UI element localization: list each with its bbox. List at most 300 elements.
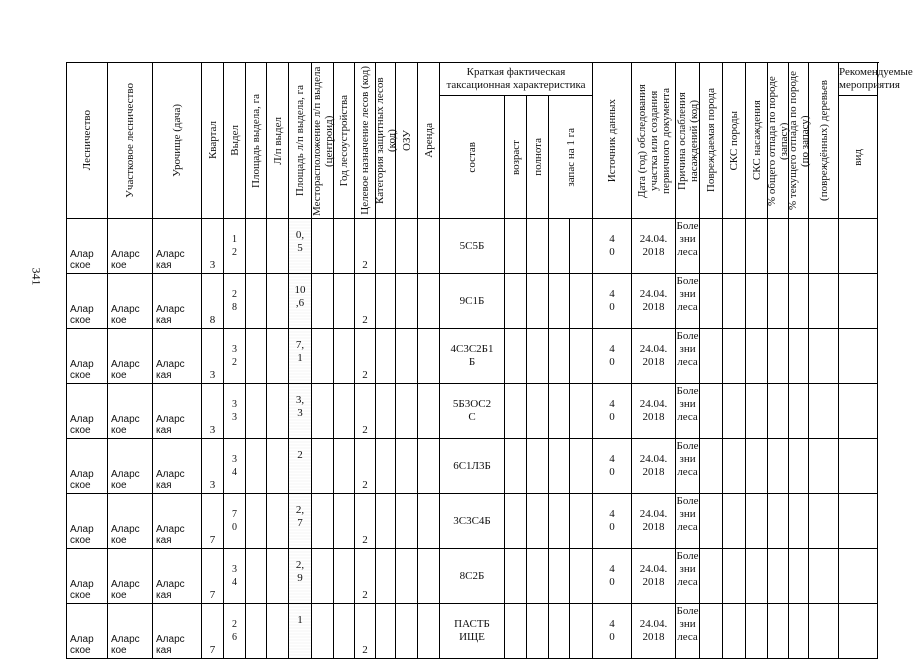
- header-obshchego-otpada: % общего отпада по породе (запасу): [768, 63, 789, 219]
- cell-arenda: [418, 384, 440, 439]
- cell-uchastkovoe-line: кое: [111, 590, 127, 601]
- cell-vydel-line: 2: [232, 619, 237, 630]
- cell-vydel: [224, 604, 246, 659]
- cell-vydel: [224, 274, 246, 329]
- cell-lp-vydel: [267, 274, 289, 329]
- cell-kategoriya: [376, 384, 396, 439]
- cell-ozu: [396, 439, 418, 494]
- table-row: [67, 384, 878, 439]
- cell-vydel-line: 2: [232, 289, 237, 300]
- cell-tekushchego-otpada: [789, 384, 809, 439]
- cell-prichina: [676, 384, 700, 439]
- cell-kvartal-line: 3: [209, 369, 216, 381]
- cell-uchastkovoe-line: кое: [111, 260, 127, 271]
- cell-uchastkovoe-line: Аларс: [111, 414, 140, 425]
- cell-istochnik-line: 0: [609, 356, 615, 368]
- cell-zapas-b: [570, 494, 593, 549]
- cell-zapas-b: [570, 219, 593, 274]
- cell-prichina-line: зни: [679, 398, 696, 410]
- cell-lp-vydel: [267, 549, 289, 604]
- cell-sks-nasazhdeniya: [746, 549, 768, 604]
- cell-ploshchad-lp-line: ,6: [295, 297, 305, 309]
- cell-uchastkovoe-line: Аларс: [111, 469, 140, 480]
- cell-data-line: 24.04.: [639, 563, 668, 575]
- cell-urochishche-line: кая: [156, 425, 172, 436]
- header-data: Дата (год) обследования участка или создания первичного документа: [632, 63, 676, 219]
- cell-sostav-line: Б: [468, 356, 476, 368]
- cell-povrezhdaemaya: [700, 384, 723, 439]
- cell-sks-porody: [723, 219, 746, 274]
- cell-istochnik: [593, 384, 632, 439]
- cell-god: [334, 274, 355, 329]
- cell-sostav: [440, 219, 505, 274]
- cell-lesnichestvo: [67, 439, 108, 494]
- cell-ploshchad-lp-line: 10: [294, 284, 306, 296]
- cell-lesnichestvo-line: ское: [70, 645, 91, 656]
- cell-uchastkovoe-line: кое: [111, 480, 127, 491]
- cell-urochishche-line: Аларс: [156, 579, 185, 590]
- cell-istochnik-line: 4: [609, 508, 615, 520]
- cell-polnota: [527, 494, 549, 549]
- cell-tselevoe-line: 2: [362, 534, 368, 546]
- cell-tselevoe-line: 2: [362, 314, 368, 326]
- header-lp-vydel: Л/п выдел: [267, 63, 289, 219]
- cell-prichina-line: зни: [679, 233, 696, 245]
- cell-sks-porody: [723, 439, 746, 494]
- cell-lesnichestvo: [67, 604, 108, 659]
- cell-ploshchad-vydela: [246, 384, 267, 439]
- cell-lp-vydel: [267, 439, 289, 494]
- cell-sks-porody: [723, 549, 746, 604]
- cell-zapas-b: [570, 549, 593, 604]
- cell-kategoriya: [376, 494, 396, 549]
- cell-sostav: [440, 384, 505, 439]
- cell-lp-vydel: [267, 384, 289, 439]
- cell-data: [632, 549, 676, 604]
- cell-sostav-line: ИЩЕ: [459, 631, 485, 643]
- cell-urochishche-line: Аларс: [156, 359, 185, 370]
- cell-vydel: [224, 494, 246, 549]
- cell-prichina-line: леса: [677, 521, 698, 533]
- cell-ploshchad-meropriyatiya: [839, 329, 878, 384]
- cell-zapas-b: [570, 439, 593, 494]
- cell-ploshchad-vydela: [246, 494, 267, 549]
- cell-kvartal: [202, 494, 224, 549]
- cell-prichina-line: Боле: [676, 385, 699, 397]
- cell-istochnik-line: 4: [609, 563, 615, 575]
- cell-prichina-line: зни: [679, 288, 696, 300]
- cell-lesnichestvo-line: Алар: [70, 304, 94, 315]
- cell-god: [334, 329, 355, 384]
- header-sks-porody: СКС породы: [723, 63, 746, 219]
- table-row: [67, 329, 878, 384]
- cell-vydel-line: 1: [232, 234, 237, 245]
- cell-uchastkovoe: [108, 439, 153, 494]
- cell-data: [632, 604, 676, 659]
- cell-sostav-line: ПАСТБ: [454, 618, 490, 630]
- cell-sostav: [440, 494, 505, 549]
- header-mestopolozhenie: Месторасположение л/п выдела (центроид): [312, 63, 334, 219]
- cell-vydel-line: 4: [232, 577, 237, 588]
- cell-data-line: 24.04.: [639, 288, 668, 300]
- cell-data-line: 24.04.: [639, 343, 668, 355]
- cell-polnota: [527, 439, 549, 494]
- cell-polnota: [527, 329, 549, 384]
- cell-uchastkovoe-line: Аларс: [111, 359, 140, 370]
- cell-tselevoe: [355, 604, 376, 659]
- cell-prichina: [676, 494, 700, 549]
- cell-ozu: [396, 549, 418, 604]
- cell-zapas-a: [549, 549, 570, 604]
- cell-data: [632, 384, 676, 439]
- cell-kvartal-line: 3: [209, 424, 216, 436]
- cell-tselevoe: [355, 384, 376, 439]
- cell-vydel: [224, 384, 246, 439]
- cell-lesnichestvo-line: Алар: [70, 249, 94, 260]
- cell-vozrast: [505, 604, 527, 659]
- cell-uchastkovoe: [108, 549, 153, 604]
- cell-data-line: 24.04.: [639, 508, 668, 520]
- header-prichina: Причина ослабления насаждений (код): [676, 63, 700, 219]
- header-vydel: Выдел: [224, 63, 246, 219]
- header-sks-nasazhdeniya: СКС насаждения: [746, 63, 768, 219]
- header-vozrast: возраст: [505, 96, 527, 219]
- cell-prichina-line: леса: [677, 576, 698, 588]
- cell-vozrast: [505, 439, 527, 494]
- cell-sostav-line: 4С3С2Б1: [450, 343, 494, 355]
- header-urochishche: Урочище (дача): [153, 63, 202, 219]
- cell-vydel: [224, 549, 246, 604]
- cell-kategoriya: [376, 549, 396, 604]
- cell-ozu: [396, 219, 418, 274]
- cell-uchastkovoe: [108, 384, 153, 439]
- cell-sks-nasazhdeniya: [746, 604, 768, 659]
- cell-mestopolozhenie: [312, 494, 334, 549]
- cell-tselevoe-line: 2: [362, 479, 368, 491]
- cell-sks-nasazhdeniya: [746, 384, 768, 439]
- cell-ploshchad-lp: [289, 329, 312, 384]
- header-kategoriya: Категория защитных лесов (код): [376, 63, 396, 219]
- cell-istochnik: [593, 329, 632, 384]
- cell-ploshchad-lp: [289, 604, 312, 659]
- table-row: [67, 604, 878, 659]
- cell-kvartal-line: 3: [209, 259, 216, 271]
- cell-ploshchad-lp: [289, 384, 312, 439]
- cell-vid: [809, 274, 839, 329]
- cell-povrezhdaemaya: [700, 549, 723, 604]
- cell-urochishche-line: Аларс: [156, 524, 185, 535]
- cell-prichina: [676, 329, 700, 384]
- cell-urochishche: [153, 604, 202, 659]
- cell-ploshchad-lp-line: 5: [297, 242, 303, 254]
- header-istochnik: Источник данных: [593, 63, 632, 219]
- cell-zapas-a: [549, 494, 570, 549]
- cell-vydel-line: 3: [232, 564, 237, 575]
- cell-tselevoe: [355, 494, 376, 549]
- cell-prichina-line: Боле: [676, 275, 699, 287]
- table-row: [67, 494, 878, 549]
- cell-kvartal-line: 7: [209, 589, 216, 601]
- cell-kategoriya: [376, 329, 396, 384]
- cell-obshchego-otpada: [768, 549, 789, 604]
- cell-istochnik-line: 4: [609, 453, 615, 465]
- cell-vydel-line: 3: [232, 412, 237, 423]
- cell-prichina: [676, 439, 700, 494]
- cell-uchastkovoe: [108, 219, 153, 274]
- table-row: [67, 219, 878, 274]
- cell-sostav: [440, 329, 505, 384]
- cell-ploshchad-lp-line: 7,: [295, 339, 305, 351]
- cell-prichina-line: Боле: [676, 550, 699, 562]
- cell-data: [632, 329, 676, 384]
- cell-prichina-line: леса: [677, 246, 698, 258]
- cell-vozrast: [505, 494, 527, 549]
- cell-vydel-line: 2: [232, 357, 237, 368]
- cell-god: [334, 604, 355, 659]
- cell-mestopolozhenie: [312, 439, 334, 494]
- cell-data-line: 2018: [642, 631, 665, 643]
- cell-ploshchad-vydela: [246, 274, 267, 329]
- cell-kvartal: [202, 439, 224, 494]
- cell-povrezhdaemaya: [700, 494, 723, 549]
- cell-ploshchad-lp-line: 7: [297, 517, 303, 529]
- cell-vydel: [224, 439, 246, 494]
- cell-ozu: [396, 384, 418, 439]
- cell-zapas-b: [570, 384, 593, 439]
- cell-ploshchad-vydela: [246, 219, 267, 274]
- cell-lp-vydel: [267, 604, 289, 659]
- cell-istochnik-line: 4: [609, 343, 615, 355]
- cell-lesnichestvo-line: Алар: [70, 579, 94, 590]
- cell-prichina: [676, 604, 700, 659]
- cell-istochnik: [593, 549, 632, 604]
- cell-zapas-a: [549, 439, 570, 494]
- cell-vozrast: [505, 274, 527, 329]
- cell-lesnichestvo-line: Алар: [70, 469, 94, 480]
- header-tselevoe: Целевое назначение лесов (код): [355, 63, 376, 219]
- cell-lesnichestvo-line: ское: [70, 315, 91, 326]
- cell-urochishche-line: Аларс: [156, 634, 185, 645]
- cell-sostav-line: 6С1Л3Б: [453, 459, 491, 472]
- cell-zapas-b: [570, 329, 593, 384]
- cell-kategoriya: [376, 219, 396, 274]
- cell-tselevoe-line: 2: [362, 369, 368, 381]
- cell-arenda: [418, 274, 440, 329]
- cell-istochnik-line: 4: [609, 618, 615, 630]
- cell-ploshchad-lp-line: 2,: [295, 559, 305, 571]
- cell-prichina-line: зни: [679, 508, 696, 520]
- cell-sostav: [440, 549, 505, 604]
- cell-urochishche-line: кая: [156, 535, 172, 546]
- cell-prichina-line: Боле: [676, 440, 699, 452]
- cell-obshchego-otpada: [768, 494, 789, 549]
- cell-ploshchad-lp-line: 9: [297, 572, 303, 584]
- cell-tselevoe: [355, 219, 376, 274]
- cell-kvartal-line: 7: [209, 534, 216, 546]
- cell-urochishche-line: Аларс: [156, 414, 185, 425]
- cell-vozrast: [505, 329, 527, 384]
- cell-istochnik: [593, 604, 632, 659]
- cell-sks-nasazhdeniya: [746, 274, 768, 329]
- cell-zapas-a: [549, 384, 570, 439]
- cell-urochishche-line: кая: [156, 590, 172, 601]
- cell-data-line: 24.04.: [639, 618, 668, 630]
- cell-lesnichestvo-line: Алар: [70, 634, 94, 645]
- cell-povrezhdaemaya: [700, 274, 723, 329]
- cell-lesnichestvo-line: ское: [70, 425, 91, 436]
- cell-lp-vydel: [267, 329, 289, 384]
- cell-lp-vydel: [267, 219, 289, 274]
- cell-sks-nasazhdeniya: [746, 439, 768, 494]
- cell-polnota: [527, 274, 549, 329]
- cell-lesnichestvo-line: ское: [70, 535, 91, 546]
- cell-tselevoe: [355, 329, 376, 384]
- cell-tselevoe: [355, 549, 376, 604]
- header-ozu: ОЗУ: [396, 63, 418, 219]
- cell-lesnichestvo: [67, 219, 108, 274]
- cell-urochishche-line: Аларс: [156, 249, 185, 260]
- cell-data-line: 24.04.: [639, 453, 668, 465]
- cell-ploshchad-lp-line: 2,: [295, 504, 305, 516]
- cell-istochnik: [593, 219, 632, 274]
- cell-arenda: [418, 604, 440, 659]
- cell-zapas-b: [570, 274, 593, 329]
- header-lesnichestvo: Лесничество: [67, 63, 108, 219]
- cell-mestopolozhenie: [312, 384, 334, 439]
- cell-sostav: [440, 604, 505, 659]
- cell-urochishche: [153, 274, 202, 329]
- cell-urochishche-line: кая: [156, 260, 172, 271]
- cell-kvartal: [202, 219, 224, 274]
- cell-ploshchad-lp: [289, 274, 312, 329]
- cell-vydel-line: 3: [232, 454, 237, 465]
- cell-arenda: [418, 439, 440, 494]
- cell-god: [334, 384, 355, 439]
- cell-vydel-line: 8: [232, 302, 237, 313]
- cell-povrezhdaemaya: [700, 439, 723, 494]
- page-number: 341: [29, 267, 44, 286]
- cell-data: [632, 439, 676, 494]
- cell-istochnik-line: 4: [609, 233, 615, 245]
- cell-sostav: [440, 274, 505, 329]
- cell-urochishche-line: кая: [156, 645, 172, 656]
- cell-istochnik-line: 0: [609, 631, 615, 643]
- cell-lp-vydel: [267, 494, 289, 549]
- cell-vydel: [224, 219, 246, 274]
- cell-uchastkovoe-line: Аларс: [111, 304, 140, 315]
- cell-ploshchad-lp: [289, 219, 312, 274]
- cell-lesnichestvo: [67, 549, 108, 604]
- cell-data: [632, 274, 676, 329]
- cell-urochishche: [153, 219, 202, 274]
- cell-vydel-line: 0: [232, 522, 237, 533]
- cell-urochishche-line: Аларс: [156, 304, 185, 315]
- cell-ploshchad-lp-line: 3,: [295, 394, 305, 406]
- cell-prichina-line: Боле: [676, 495, 699, 507]
- cell-uchastkovoe: [108, 604, 153, 659]
- cell-tekushchego-otpada: [789, 604, 809, 659]
- cell-vid: [809, 549, 839, 604]
- cell-ozu: [396, 274, 418, 329]
- cell-ploshchad-meropriyatiya: [839, 494, 878, 549]
- cell-ploshchad-vydela: [246, 329, 267, 384]
- cell-kvartal: [202, 329, 224, 384]
- cell-ploshchad-meropriyatiya: [839, 219, 878, 274]
- cell-sostav-line: 5Б3ОС2: [452, 398, 492, 410]
- cell-tselevoe: [355, 274, 376, 329]
- table-row: [67, 549, 878, 604]
- cell-lesnichestvo-line: Алар: [70, 359, 94, 370]
- cell-vydel-line: 2: [232, 247, 237, 258]
- cell-ploshchad-lp-line: 1: [297, 352, 303, 364]
- cell-uchastkovoe-line: Аларс: [111, 524, 140, 535]
- cell-prichina-line: зни: [679, 343, 696, 355]
- cell-ploshchad-lp: [289, 494, 312, 549]
- cell-lesnichestvo-line: Алар: [70, 414, 94, 425]
- cell-ploshchad-lp-line: 3: [297, 407, 303, 419]
- table-body: [67, 219, 878, 659]
- cell-sks-nasazhdeniya: [746, 494, 768, 549]
- cell-tekushchego-otpada: [789, 494, 809, 549]
- cell-prichina-line: зни: [679, 563, 696, 575]
- cell-lesnichestvo-line: ское: [70, 480, 91, 491]
- cell-urochishche-line: кая: [156, 480, 172, 491]
- cell-prichina-line: Боле: [676, 605, 699, 617]
- cell-prichina-line: леса: [677, 411, 698, 423]
- cell-ploshchad-vydela: [246, 604, 267, 659]
- cell-vid: [809, 329, 839, 384]
- cell-data-line: 2018: [642, 301, 665, 313]
- cell-kvartal: [202, 604, 224, 659]
- table-row: [67, 439, 878, 494]
- cell-prichina: [676, 274, 700, 329]
- cell-data-line: 2018: [642, 356, 665, 368]
- cell-mestopolozhenie: [312, 329, 334, 384]
- cell-lesnichestvo-line: ское: [70, 260, 91, 271]
- cell-zapas-a: [549, 604, 570, 659]
- cell-polnota: [527, 219, 549, 274]
- cell-ploshchad-meropriyatiya: [839, 384, 878, 439]
- cell-uchastkovoe-line: кое: [111, 645, 127, 656]
- cell-sks-porody: [723, 384, 746, 439]
- header-vid: вид: [839, 96, 878, 219]
- cell-data-line: 2018: [642, 576, 665, 588]
- cell-kvartal: [202, 384, 224, 439]
- cell-arenda: [418, 219, 440, 274]
- cell-kategoriya: [376, 604, 396, 659]
- cell-data: [632, 494, 676, 549]
- table-header: [67, 63, 913, 219]
- cell-tekushchego-otpada: [789, 329, 809, 384]
- cell-vid: [809, 384, 839, 439]
- cell-lesnichestvo: [67, 329, 108, 384]
- cell-urochishche-line: Аларс: [156, 469, 185, 480]
- cell-lesnichestvo-line: ское: [70, 370, 91, 381]
- cell-ozu: [396, 604, 418, 659]
- cell-lesnichestvo: [67, 274, 108, 329]
- table-row: [67, 274, 878, 329]
- cell-tselevoe-line: 2: [362, 644, 368, 656]
- cell-urochishche-line: кая: [156, 315, 172, 326]
- cell-povrezhdaemaya: [700, 219, 723, 274]
- forest-survey-table: [66, 62, 913, 659]
- cell-lesnichestvo: [67, 384, 108, 439]
- header-kvartal: Квартал: [202, 63, 224, 219]
- cell-urochishche: [153, 549, 202, 604]
- header-kratkaya: Краткая фактическая таксационная характеристика: [440, 63, 593, 96]
- cell-urochishche-line: кая: [156, 370, 172, 381]
- cell-mestopolozhenie: [312, 219, 334, 274]
